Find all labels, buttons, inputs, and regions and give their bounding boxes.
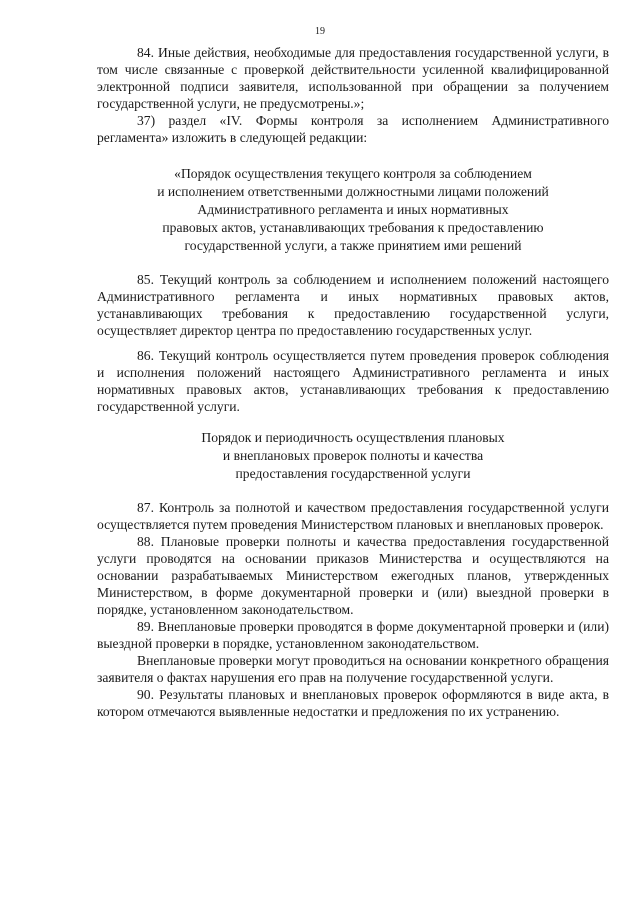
heading-line: и исполнением ответственными должностными лицами положений xyxy=(157,184,549,199)
heading-line: Порядок и периодичность осуществления плановых xyxy=(201,430,505,445)
heading-line: правовых актов, устанавливающих требования к предоставлению xyxy=(162,220,544,235)
heading-periodic-checks xyxy=(97,429,609,483)
heading-current-control xyxy=(97,165,609,255)
heading-line: государственной услуги, а также принятием ими решений xyxy=(184,238,522,253)
paragraph-89: 89. Внеплановые проверки проводятся в форме документарной проверки и (или) выездной проверки в порядке, установленном законодательством. xyxy=(97,619,609,651)
heading-line: Административного регламента и иных нормативных xyxy=(197,202,509,217)
paragraph-90: 90. Результаты плановых и внеплановых проверок оформляются в виде акта, в котором отмечаются выявленные недостатки и предложения по их устранению. xyxy=(97,687,609,719)
paragraph-85: 85. Текущий контроль за соблюдением и исполнением положений настоящего Административного регламента и иных нормативных правовых актов, устанавливающих требования к предоставлению государственной услуги, осуществляет директор центра по предоставлению государственных услуг. xyxy=(97,272,609,338)
heading-line: «Порядок осуществления текущего контроля за соблюдением xyxy=(174,166,532,181)
paragraph-88: 88. Плановые проверки полноты и качества предоставления государственной услуги проводятся на основании приказов Министерства и осуществляются на основании разрабатываемых Министерством ежегодных планов, утвержденных Министерством, в форме документарной проверки и (или) выездной проверки в порядке, установленном законодательством. xyxy=(97,534,609,617)
paragraph-87: 87. Контроль за полнотой и качеством предоставления государственной услуги осуществляется путем проведения Министерством плановых и внеплановых проверок. xyxy=(97,500,609,532)
paragraph-84: 84. Иные действия, необходимые для предоставления государственной услуги, в том числе связанные с проверкой действительности усиленной квалифицированной электронной подписи заявителя, использованной при обращении за получением государственной услуги, не предусмотрены.»; xyxy=(97,45,609,111)
heading-line: предоставления государственной услуги xyxy=(235,466,471,481)
page-number: 19 xyxy=(315,26,325,37)
paragraph-86: 86. Текущий контроль осуществляется путем проведения проверок соблюдения и исполнения положений настоящего Административного регламента и иных нормативных правовых актов, устанавливающих требования к предоставлению государственной услуги. xyxy=(97,348,609,414)
paragraph-37: 37) раздел «IV. Формы контроля за исполнением Административного регламента» изложить в следующей редакции: xyxy=(97,113,609,145)
heading-line: и внеплановых проверок полноты и качества xyxy=(222,448,484,463)
paragraph-89-continued: Внеплановые проверки могут проводиться на основании конкретного обращения заявителя о фактах нарушения его прав на получение государственной услуги. xyxy=(97,653,609,685)
document-body xyxy=(97,44,609,720)
